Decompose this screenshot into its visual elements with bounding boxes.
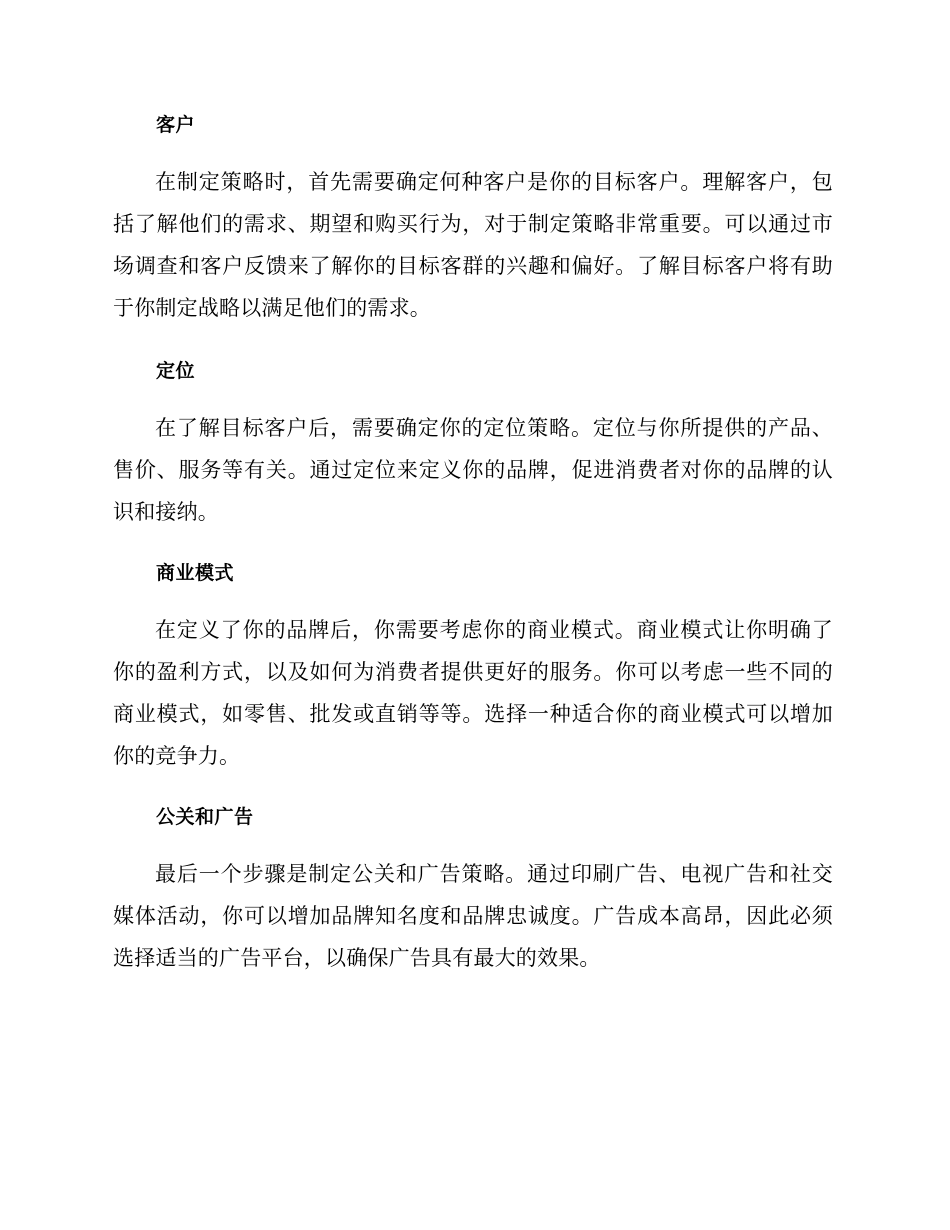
section-paragraph-customer: 在制定策略时，首先需要确定何种客户是你的目标客户。理解客户，包括了解他们的需求、期望和购买行为，对于制定策略非常重要。可以通过市场调查和客户反馈来了解你的目标客群的兴趣和偏好。了解目标客户将有助于你制定战略以满足他们的需求。 [113,170,833,320]
section-heading-pr-advertising: 公关和广告 [156,806,254,828]
document-body [113,105,833,979]
section-paragraph-pr-advertising: 最后一个步骤是制定公关和广告策略。通过印刷广告、电视广告和社交媒体活动，你可以增加品牌知名度和品牌忠诚度。广告成本高昂，因此必须选择适当的广告平台，以确保广告具有最大的效果。 [113,862,833,970]
section-heading-business-model: 商业模式 [156,562,235,584]
section-paragraph-business-model: 在定义了你的品牌后，你需要考虑你的商业模式。商业模式让你明确了你的盈利方式，以及如何为消费者提供更好的服务。你可以考虑一些不同的商业模式，如零售、批发或直销等等。选择一种适合你的商业模式可以增加你的竞争力。 [113,618,833,768]
section-heading-customer: 客户 [156,114,196,136]
section-paragraph-positioning: 在了解目标客户后，需要确定你的定位策略。定位与你所提供的产品、售价、服务等有关。通过定位来定义你的品牌，促进消费者对你的品牌的认识和接纳。 [113,416,833,524]
section-heading-positioning: 定位 [156,360,196,382]
